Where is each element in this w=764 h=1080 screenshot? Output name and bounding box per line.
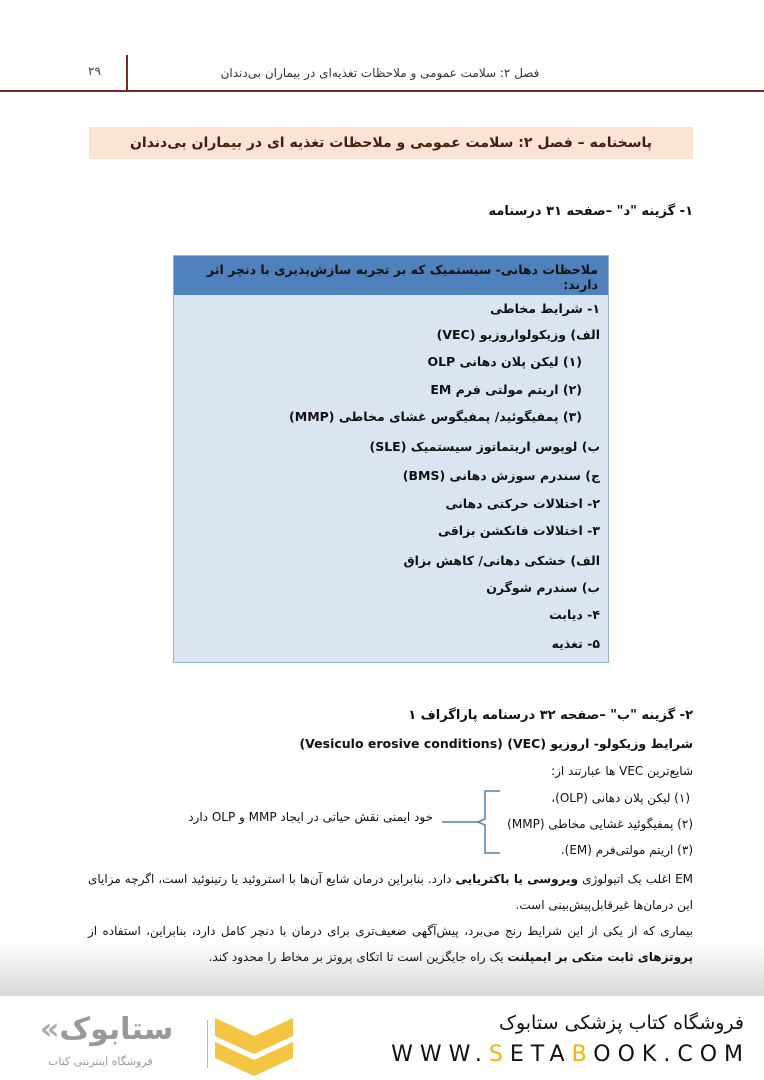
logo-wordmark: «ستابوک [40,1012,174,1047]
paragraph-1 [88,866,693,918]
header-rule [0,90,764,92]
bold-text: پروتزهای ثابت متکی بر ایمپلنت [507,950,693,964]
logo-text: ستابوک [59,1012,174,1047]
text: بیماری که از یکی از این شرایط رنج می‌برد، پیش‌آگهی ضعیف‌تری برای درمان با دنچر کامل دارد، بنابراین، استفاده از [88,924,693,938]
table-row: الف) وزیکولواروزیو (VEC) [436,327,600,342]
text: یک راه جایگزین است تا اتکای پروتز بر مخاط را محدود کند. [208,950,508,964]
table-row: (۳) پمفیگوئید/ پمفیگوس غشای مخاطی (MMP) [289,409,582,424]
considerations-table [173,255,609,663]
url-part: ETA [509,1042,572,1067]
answer-2-subheading: شرایط وزیکولو- اروزیو (VEC) (Vesiculo erosive conditions) [299,736,693,751]
chapter-title: پاسخنامه – فصل ۲: سلامت عمومی و ملاحظات تغذیه ای در بیماران بی‌دندان [129,135,653,151]
url-part: WWW. [391,1042,489,1067]
text: EM اغلب یک اتیولوژی [578,872,693,886]
table-row: ۲- اختلالات حرکتی دهانی [445,496,600,511]
table-row: الف) خشکی دهانی/ کاهش بزاق [403,553,600,568]
shop-name: فروشگاه کتاب پزشکی ستابوک [498,1012,744,1034]
bold-text: ویروسی یا باکتریایی [455,872,579,886]
header-divider [126,55,128,92]
answer-1: ۱- گزینه "د" –صفحه ۳۱ درسنامه [488,204,693,219]
logo-divider [207,1020,208,1068]
url-part: B [571,1042,594,1067]
table-header: ملاحظات دهانی- سیستمیک که بر تجربه سازش‌پذیری با دنچر اثر دارند: [174,256,608,295]
shop-url[interactable] [391,1042,750,1067]
running-header: فصل ۲: سلامت عمومی و ملاحظات تغذیه‌ای در بیماران بی‌دندان [220,66,540,80]
text: دارد. بنابراین درمان شایع آن‌ها با استروئید یا رتینوئید است، اگرچه مزایای این درمان‌ها غیرقابل‌پیش‌بینی است. [88,872,693,912]
intro-line: شایع‌ترین VEC ها عبارتند از: [551,764,693,778]
brace-icon [440,788,502,856]
logo-chevron-icon [215,1018,293,1076]
table-row: ۵- تغذیه [551,636,600,651]
table-row: ۴- دیابت [549,607,600,622]
page-number: ۲۹ [88,64,101,78]
chapter-title-band [89,127,693,159]
paragraph-2 [88,918,693,970]
table-row: (۱) لیکن پلان دهانی OLP [427,354,582,369]
table-row: ب) سندرم شوگرن [486,580,600,595]
table-row: ۱- شرایط مخاطی [490,301,600,316]
table-row: ب) لوپوس اریتماتوز سیستمیک (SLE) [369,439,600,454]
brace-note: خود ایمنی نقش حیاتی در ایجاد MMP و OLP دارد [188,810,433,824]
list-item: (۲) پمفیگوئید غشایی مخاطی (MMP) [507,817,693,831]
answer-2: ۲- گزینه "ب" –صفحه ۳۲ درسنامه پاراگراف ۱ [408,708,693,723]
table-row: (۲) اریتم مولتی فرم EM [430,382,582,397]
list-item: (۱) لیکن پلان دهانی (OLP)، [551,791,690,805]
list-item: (۳) اریتم مولتی‌فرم (EM). [560,843,693,857]
url-part: OOK.COM [593,1042,750,1067]
table-row: ج) سندرم سوزش دهانی (BMS) [402,468,600,483]
table-row: ۳- اختلالات فانکشن بزاقی [437,523,600,538]
url-part: S [488,1042,510,1067]
logo-subtitle: فروشگاه اینترنتی کتاب [48,1055,153,1068]
